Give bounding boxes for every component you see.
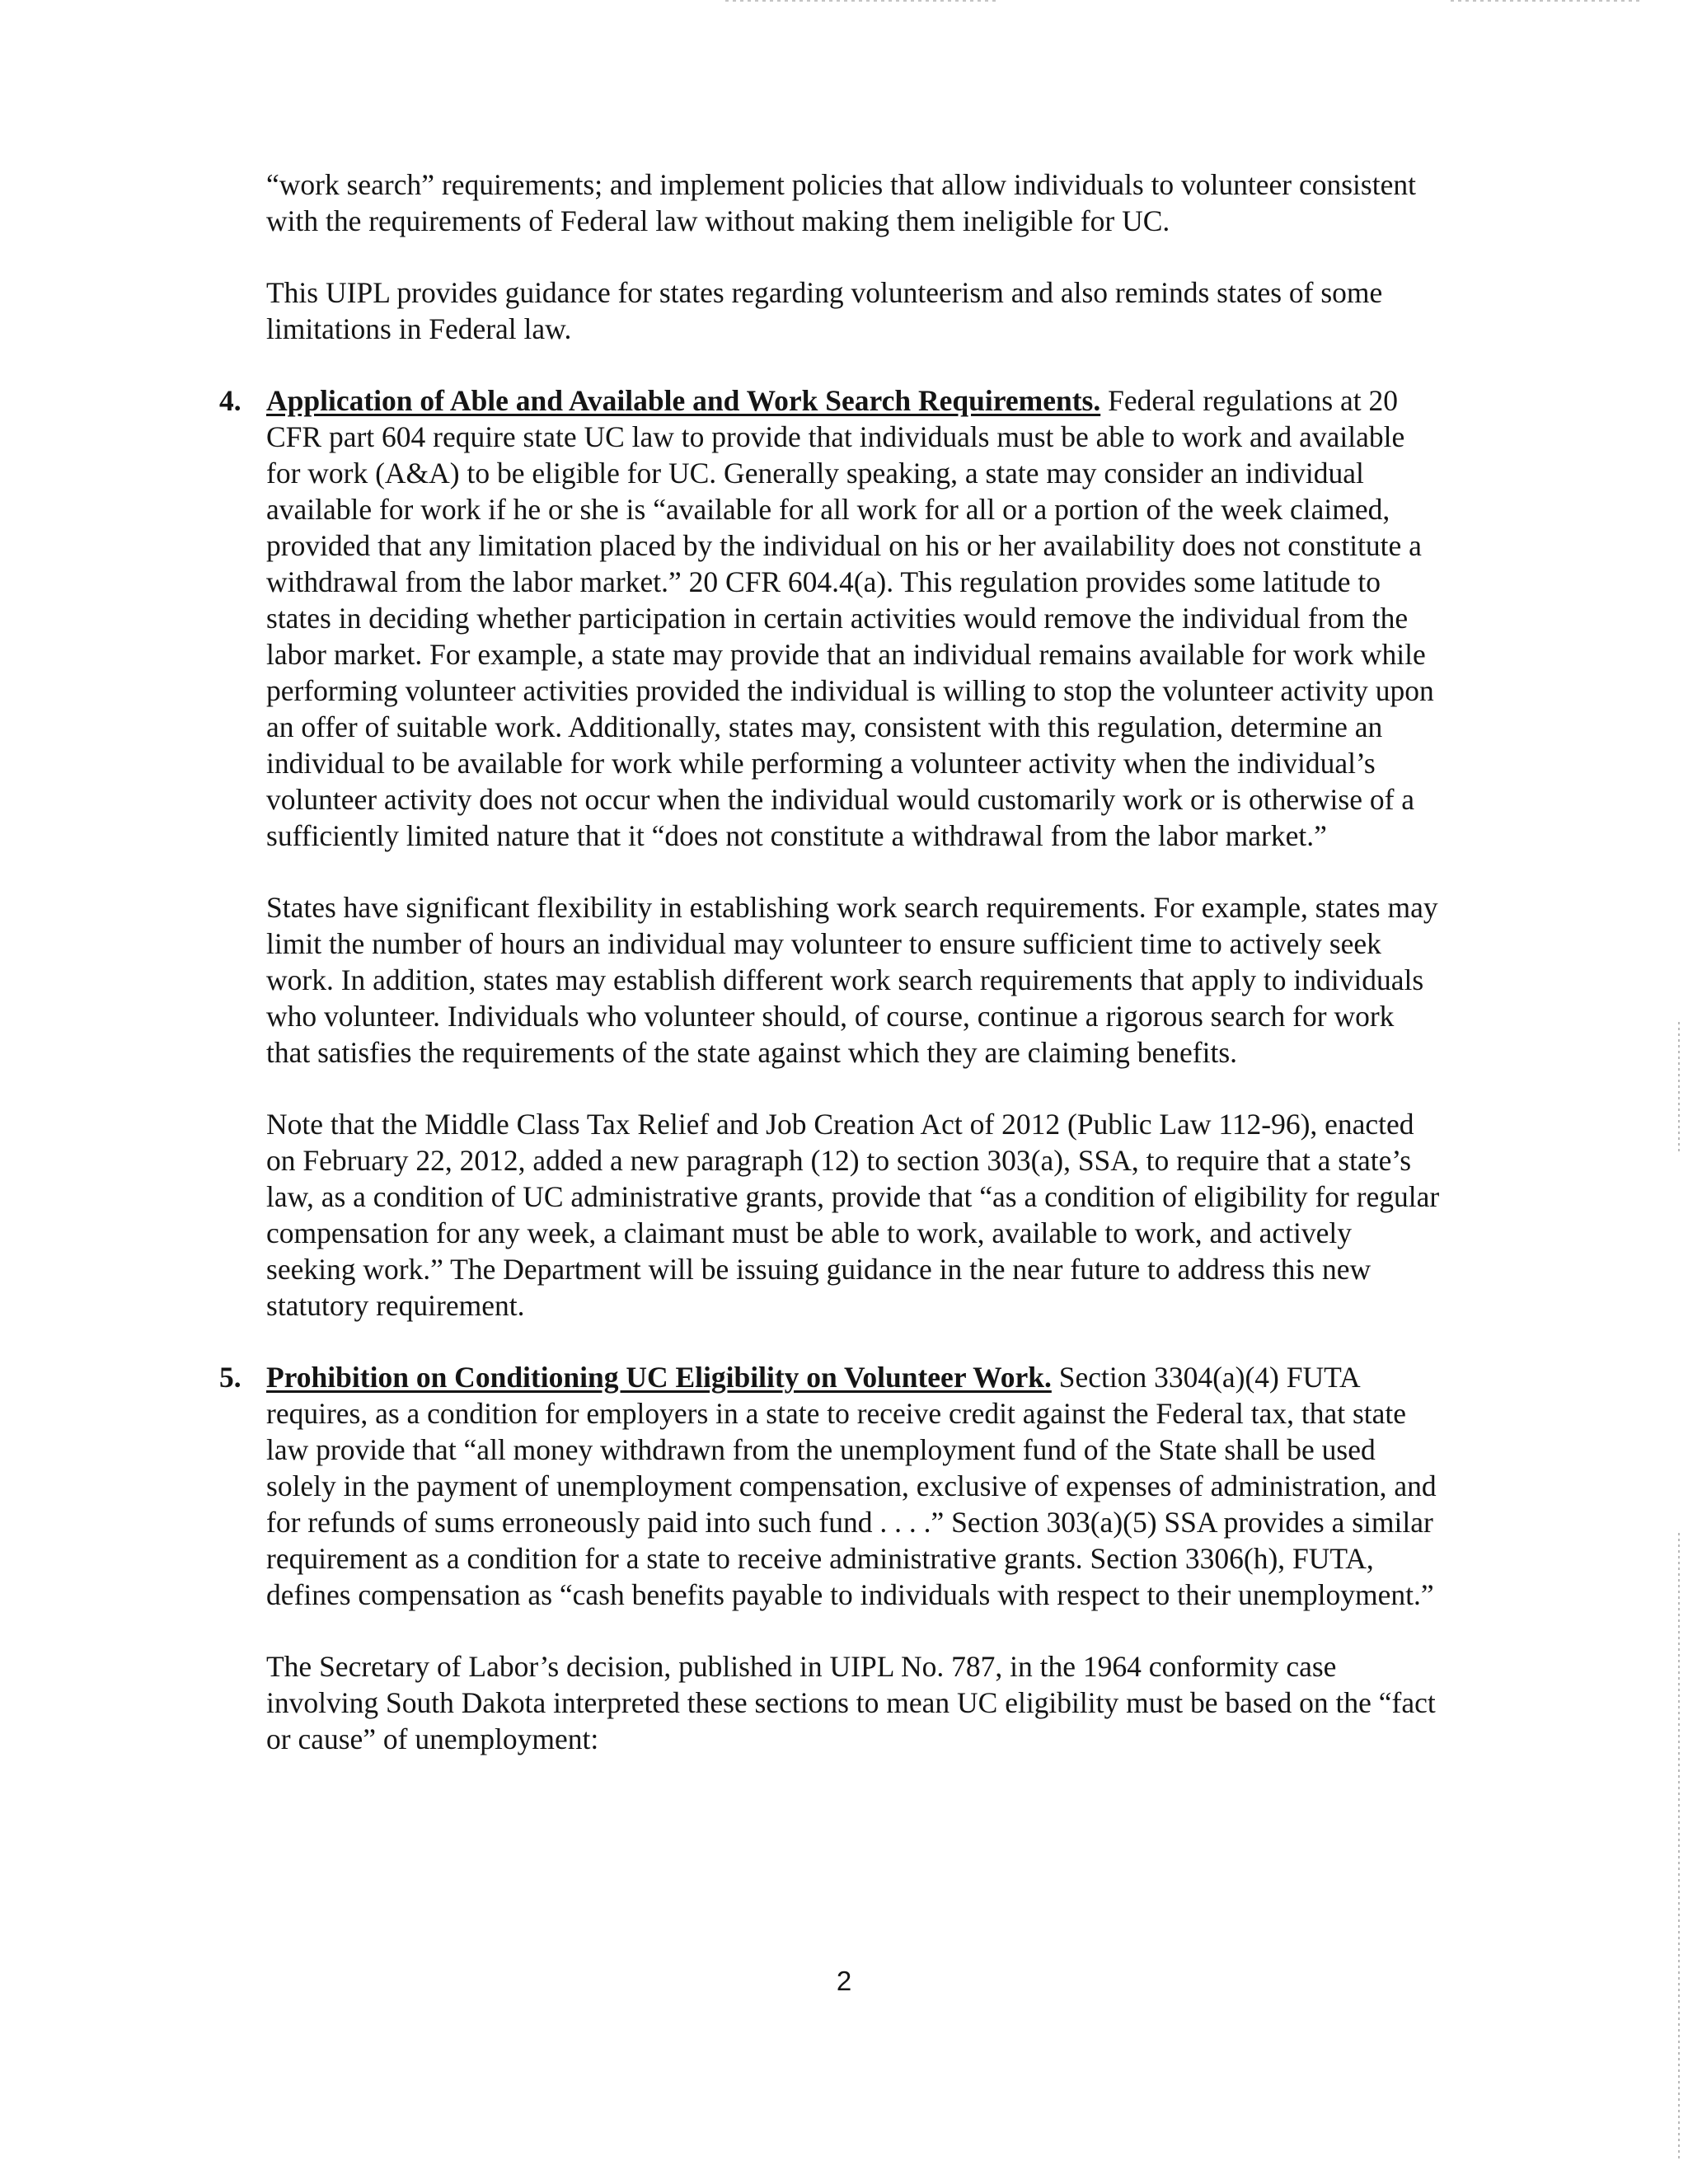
section-5-heading: Prohibition on Conditioning UC Eligibility on Volunteer Work. bbox=[266, 1361, 1052, 1394]
intro-paragraph-2: This UIPL provides guidance for states regarding volunteerism and also reminds states of some limitations in Federal law. bbox=[266, 276, 1383, 345]
section-5-body: Section 3304(a)(4) FUTA requires, as a condition for employers in a state to receive credit against the Federal tax, that state law provide that “all money withdrawn from the unemployment fund of the State shall be used solely in the payment of unemployment compensation, exclusive of expenses of administration, and for refunds of sums erroneously paid into such fund . . . .” Section 303(a)(5) SSA provides a similar requirement as a condition for a state to receive administrative grants. Section 3306(h), FUTA, defines compensation as “cash benefits payable to individuals with respect to their unemployment.” bbox=[266, 1361, 1437, 1611]
section-4-heading: Application of Able and Available and Work Search Requirements. bbox=[266, 384, 1101, 417]
scan-artifact-top-right bbox=[1451, 0, 1640, 2]
scan-artifact-right-edge bbox=[1678, 1533, 1680, 2159]
section-4-paragraph-3: Note that the Middle Class Tax Relief and Job Creation Act of 2012 (Public Law 112-96), enacted on February 22, 2012, added a new paragraph (12) to section 303(a), SSA, to require that a state’s law, as a condition of UC administrative grants, provide that “as a condition of eligibility for regular compensation for any week, a claimant must be able to work, available to work, and actively seeking work.” The Department will be issuing guidance in the near future to address this new statutory requirement. bbox=[266, 1108, 1440, 1322]
document-body bbox=[219, 166, 1445, 1793]
intro-paragraph-1: “work search” requirements; and implement policies that allow individuals to volunteer consistent with the requirements of Federal law without making them ineligible for UC. bbox=[266, 168, 1416, 237]
section-4-paragraph-2: States have significant flexibility in establishing work search requirements. For example, states may limit the number of hours an individual may volunteer to ensure sufficient time to actively seek work. In addition, states may establish different work search requirements that apply to individuals who volunteer. Individuals who volunteer should, of course, continue a rigorous search for work that satisfies the requirements of the state against which they are claiming benefits. bbox=[266, 891, 1438, 1069]
scan-artifact-top bbox=[725, 0, 997, 2]
section-5-paragraph-2: The Secretary of Labor’s decision, published in UIPL No. 787, in the 1964 conformity case involving South Dakota interpreted these sections to mean UC eligibility must be based on the “fact or cause” of unemployment: bbox=[266, 1650, 1436, 1755]
section-4-number: 4. bbox=[219, 384, 241, 417]
section-5 bbox=[219, 1359, 1445, 1613]
page-number: 2 bbox=[836, 1966, 852, 1996]
section-4 bbox=[219, 382, 1445, 854]
section-4-body: Federal regulations at 20 CFR part 604 require state UC law to provide that individuals must be able to work and available for work (A&A) to be eligible for UC. Generally speaking, a state may consider an individual available for work if he or she is “available for all work for all or a portion of the week claimed, provided that any limitation placed by the individual on his or her availability does not constitute a withdrawal from the labor market.” 20 CFR 604.4(a). This regulation provides some latitude to states in deciding whether participation in certain activities would remove the individual from the labor market. For example, a state may provide that an individual remains available for work while performing volunteer activities provided the individual is willing to stop the volunteer activity upon an offer of suitable work. Additionally, states may, consistent with this regulation, determine an individual to be available for work while performing a volunteer activity when the individual’s volunteer activity does not occur when the individual would customarily work or is otherwise of a sufficiently limited nature that it “does not constitute a withdrawal from the labor market.” bbox=[266, 384, 1434, 852]
section-5-number: 5. bbox=[219, 1361, 241, 1394]
scan-artifact-right-edge-mid bbox=[1678, 1022, 1680, 1154]
